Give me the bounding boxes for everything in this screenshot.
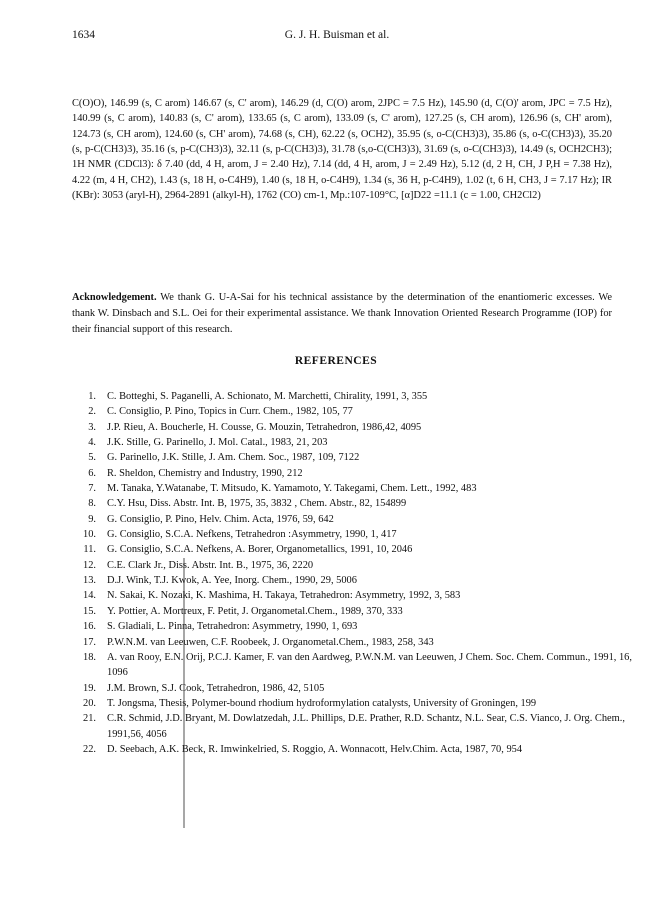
reference-number: 8. xyxy=(88,498,96,510)
reference-number: 4. xyxy=(88,437,96,449)
reference-text: R. Sheldon, Chemistry and Industry, 1990, 212 xyxy=(107,467,303,479)
reference-list xyxy=(72,389,632,757)
scan-artifact-line xyxy=(183,558,185,828)
reference-item xyxy=(72,588,632,603)
reference-text: P.W.N.M. van Leeuwen, C.F. Roobeek, J. Organometal.Chem., 1983, 258, 343 xyxy=(107,636,434,648)
reference-item xyxy=(72,742,632,757)
reference-text: J.K. Stille, G. Parinello, J. Mol. Catal., 1983, 21, 203 xyxy=(107,437,328,449)
reference-number: 7. xyxy=(88,483,96,495)
reference-number: 10. xyxy=(83,529,96,541)
reference-number: 16. xyxy=(83,621,96,633)
reference-item xyxy=(72,481,632,496)
reference-text: G. Consiglio, S.C.A. Nefkens, A. Borer, Organometallics, 1991, 10, 2046 xyxy=(107,544,413,556)
reference-text: C. Consiglio, P. Pino, Topics in Curr. Chem., 1982, 105, 77 xyxy=(107,406,353,418)
reference-number: 9. xyxy=(88,513,96,525)
reference-item xyxy=(72,496,632,511)
reference-number: 22. xyxy=(83,743,96,755)
page-header xyxy=(72,29,602,47)
reference-number: 20. xyxy=(83,697,96,709)
nmr-data-paragraph: C(O)O), 146.99 (s, C arom) 146.67 (s, C' arom), 146.29 (d, C(O) arom, 2JPC = 7.5 Hz), 145.90 (d, C(O)' arom, JPC = 7.5 Hz), 140.99 (s, C arom), 140.83 (s, C' arom), 133.65 (s, C arom), 133.09 (s, C' arom), 127.25 (s, CH arom), 126.96 (s, CH' arom), 124.73 (s, CH arom), 124.60 (s, CH' arom), 74.68 (s, CH), 62.22 (s, OCH2), 35.95 (s, o-C(CH3)3), 35.86 (s, o-C(CH3)3), 35.20 (s, p-C(CH3)3), 35.16 (s, p-C(CH3)3), 32.11 (s, p-C(CH3)3), 31.78 (s,o-C(CH3)3), 31.69 (s, o-C(CH3)3), 14.49 (s, OCH2CH3); 1H NMR (CDCl3): δ 7.40 (dd, 4 H, arom, J = 2.40 Hz), 7.14 (dd, 4 H, arom, J = 2.49 Hz), 5.12 (d, 2 H, CH, J P,H = 7.38 Hz), 4.22 (m, 4 H, CH2), 1.43 (s, 18 H, o-C4H9), 1.40 (s, 18 H, o-C4H9), 1.34 (s, 36 H, p-C4H9), 1.02 (t, 6 H, CH3, J = 7.17 Hz); IR (KBr): 3053 (aryl-H), 2964-2891 (alkyl-H), 1762 (CO) cm-1, Mp.:107-109°C, [α]D22 =11.1 (c = 1.00, CH2Cl2) xyxy=(72,98,612,202)
reference-number: 17. xyxy=(83,636,96,648)
reference-text: C.Y. Hsu, Diss. Abstr. Int. B, 1975, 35, 3832 , Chem. Abstr., 82, 154899 xyxy=(107,498,407,510)
reference-item xyxy=(72,619,632,634)
page-number: 1634 xyxy=(72,29,95,41)
reference-text: N. Sakai, K. Nozaki, K. Mashima, H. Takaya, Tetrahedron: Asymmetry, 1992, 3, 583 xyxy=(107,590,461,602)
reference-item xyxy=(72,466,632,481)
reference-item xyxy=(72,542,632,557)
reference-number: 2. xyxy=(88,406,96,418)
reference-item xyxy=(72,420,632,435)
reference-item xyxy=(72,650,632,681)
reference-item xyxy=(72,573,632,588)
reference-text: G. Consiglio, S.C.A. Nefkens, Tetrahedron :Asymmetry, 1990, 1, 417 xyxy=(107,529,397,541)
reference-text: G. Consiglio, P. Pino, Helv. Chim. Acta, 1976, 59, 642 xyxy=(107,513,334,525)
reference-number: 15. xyxy=(83,605,96,617)
reference-number: 21. xyxy=(83,713,96,725)
reference-item xyxy=(72,635,632,650)
reference-text: G. Parinello, J.K. Stille, J. Am. Chem. Soc., 1987, 109, 7122 xyxy=(107,452,360,464)
reference-item xyxy=(72,696,632,711)
reference-text: J.P. Rieu, A. Boucherle, H. Cousse, G. Mouzin, Tetrahedron, 1986,42, 4095 xyxy=(107,421,422,433)
acknowledgement-text: We thank G. U-A-Sai for his technical assistance by the determination of the enantiomeric excesses. We thank W. Dinsbach and S.L. Oei for their experimental assistance. We thank Innovation Oriented Research Programme (IOP) for their financial support of this research. xyxy=(72,292,612,335)
reference-number: 6. xyxy=(88,467,96,479)
reference-number: 13. xyxy=(83,575,96,587)
reference-text: S. Gladiali, L. Pinna, Tetrahedron: Asymmetry, 1990, 1, 693 xyxy=(107,621,358,633)
reference-item xyxy=(72,435,632,450)
reference-text: C.E. Clark Jr., Diss. Abstr. Int. B., 1975, 36, 2220 xyxy=(107,559,314,571)
reference-number: 1. xyxy=(88,391,96,402)
reference-number: 19. xyxy=(83,682,96,694)
reference-text: D. Seebach, A.K. Beck, R. Imwinkelried, S. Roggio, A. Wonnacott, Helv.Chim. Acta, 1987, 70, 954 xyxy=(107,743,523,755)
references-title: REFERENCES xyxy=(294,355,378,367)
reference-number: 14. xyxy=(83,590,96,602)
reference-item xyxy=(72,711,632,742)
acknowledgement-section xyxy=(72,290,612,337)
reference-text: C.R. Schmid, J.D. Bryant, M. Dowlatzedah, J.L. Phillips, D.E. Prather, R.D. Schantz, N.L. Sear, C.S. Vianco, J. Org. Chem., 1991,56, 4056 xyxy=(107,713,625,740)
reference-text: A. van Rooy, E.N. Orij, P.C.J. Kamer, F. van den Aardweg, P.W.N.M. van Leeuwen, J Chem. Soc. Chem. Commun., 1991, 16, 1096 xyxy=(107,651,632,679)
reference-item xyxy=(72,604,632,619)
reference-number: 18. xyxy=(83,651,96,663)
reference-item xyxy=(72,527,632,542)
reference-item xyxy=(72,558,632,573)
reference-item xyxy=(72,450,632,465)
reference-number: 12. xyxy=(83,559,96,571)
reference-text: T. Jongsma, Thesis, Polymer-bound rhodium hydroformylation catalysts, University of Groningen, 199 xyxy=(107,697,537,709)
reference-text: M. Tanaka, Y.Watanabe, T. Mitsudo, K. Yamamoto, Y. Takegami, Chem. Lett., 1992, 483 xyxy=(107,483,477,495)
reference-number: 5. xyxy=(88,452,96,464)
reference-text: D.J. Wink, T.J. Kwok, A. Yee, Inorg. Chem., 1990, 29, 5006 xyxy=(107,575,357,587)
reference-item xyxy=(72,681,632,696)
reference-text: Y. Pottier, A. Mortreux, F. Petit, J. Organometal.Chem., 1989, 370, 333 xyxy=(107,605,403,617)
running-head: G. J. H. Buisman et al. xyxy=(284,29,390,41)
reference-text: C. Botteghi, S. Paganelli, A. Schionato, M. Marchetti, Chirality, 1991, 3, 355 xyxy=(107,391,428,402)
reference-number: 11. xyxy=(83,544,96,556)
reference-text: J.M. Brown, S.J. Cook, Tetrahedron, 1986, 42, 5105 xyxy=(107,682,325,694)
acknowledgement-heading: Acknowledgement. xyxy=(72,292,157,303)
reference-item xyxy=(72,512,632,527)
reference-item xyxy=(72,404,632,419)
reference-number: 3. xyxy=(88,421,96,433)
reference-item xyxy=(72,389,632,404)
